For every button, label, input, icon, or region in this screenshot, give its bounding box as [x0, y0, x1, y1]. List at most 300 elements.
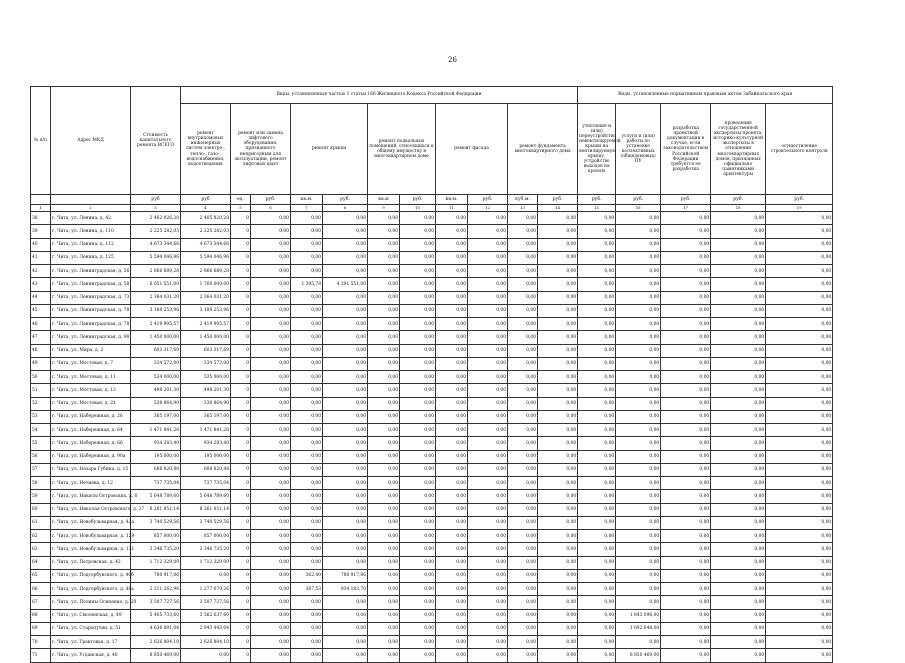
value-cell: 0,00 [766, 331, 833, 344]
value-cell: 0,00 [508, 397, 538, 410]
table-row [31, 503, 833, 516]
value-cell: 0,00 [508, 384, 538, 397]
value-cell: 0,00 [291, 212, 323, 225]
value-cell: 334 572,00 [181, 357, 231, 370]
value-cell: 2 419 905,57 [181, 318, 231, 331]
value-cell: 0,00 [508, 251, 538, 264]
unit-cell: руб. [468, 195, 508, 205]
unit-cell: руб. [766, 195, 833, 205]
unit-cell: руб. [323, 195, 368, 205]
value-cell: 0,00 [711, 251, 766, 264]
value-cell: 0,00 [323, 357, 368, 370]
value-cell: 0 [231, 609, 251, 622]
value-cell: 1 712 329,09 [131, 556, 181, 569]
value-cell: 0,00 [468, 251, 508, 264]
value-cell: 2 626 804,10 [131, 636, 181, 649]
value-cell: 0,00 [711, 437, 766, 450]
value-cell: 0,00 [436, 503, 468, 516]
value-cell: 0,00 [400, 304, 436, 317]
value-cell: 934 283,40 [181, 437, 231, 450]
value-cell: 0,00 [368, 251, 400, 264]
value-cell: 0,00 [766, 225, 833, 238]
row-number-cell: 62 [31, 530, 51, 543]
value-cell: 0,00 [436, 238, 468, 251]
value-cell: 3 346 735,20 [131, 543, 181, 556]
value-cell: 0,00 [291, 609, 323, 622]
value-cell: 0,00 [436, 596, 468, 609]
value-cell: 0 [231, 291, 251, 304]
unit-cell: руб. [661, 195, 711, 205]
value-cell: 0,00 [711, 344, 766, 357]
value-cell: 0,00 [251, 278, 291, 291]
value-cell: 0,00 [251, 397, 291, 410]
value-cell: 1 277 079,26 [181, 583, 231, 596]
value-cell: 0,00 [251, 291, 291, 304]
value-cell: 0,00 [323, 331, 368, 344]
value-cell: 0,00 [400, 410, 436, 423]
value-cell: 0,00 [291, 424, 323, 437]
value-cell: 0,00 [661, 384, 711, 397]
value-cell: 0,00 [368, 583, 400, 596]
value-cell: 0,00 [400, 424, 436, 437]
value-cell: 0,00 [251, 543, 291, 556]
value-cell: 0,00 [468, 238, 508, 251]
unit-cell: руб. [616, 195, 661, 205]
address-cell: г. Чита, ул. Полины Осипенко, д. 28 [51, 596, 131, 609]
value-cell: 0,00 [323, 424, 368, 437]
value-cell: 0,00 [538, 450, 578, 463]
value-cell: 0,00 [323, 397, 368, 410]
col-header-num: № п/п [31, 87, 51, 195]
value-cell: 0,00 [436, 543, 468, 556]
value-cell: 0,00 [400, 583, 436, 596]
value-cell: 0,00 [538, 291, 578, 304]
value-cell: 0,00 [661, 291, 711, 304]
value-cell: 0,00 [468, 410, 508, 423]
value-cell: 0,00 [291, 450, 323, 463]
value-cell: 0,00 [468, 371, 508, 384]
table-row [31, 569, 833, 582]
value-cell: 0,00 [251, 596, 291, 609]
value-cell: 0,00 [508, 225, 538, 238]
address-cell: г. Чита, ул. Мира, д. 2 [51, 344, 131, 357]
value-cell: 0,00 [578, 516, 616, 529]
value-cell: 0,00 [436, 357, 468, 370]
value-cell: 2 419 905,57 [131, 318, 181, 331]
table-row [31, 304, 833, 317]
row-number-cell: 39 [31, 225, 51, 238]
value-cell: 0,00 [251, 265, 291, 278]
value-cell: 0,00 [323, 450, 368, 463]
value-cell: 0,00 [400, 609, 436, 622]
value-cell: 0,00 [323, 238, 368, 251]
value-cell: 0,00 [616, 278, 661, 291]
value-cell: 0,00 [436, 212, 468, 225]
table-row [31, 397, 833, 410]
value-cell: 0,00 [400, 265, 436, 278]
value-cell: 0,00 [578, 596, 616, 609]
value-cell: 0,00 [508, 437, 538, 450]
value-cell: 2 462 026,28 [131, 212, 181, 225]
value-cell: 0,00 [400, 344, 436, 357]
value-cell: 0,00 [323, 622, 368, 635]
value-cell: 0,00 [368, 265, 400, 278]
value-cell: 0,00 [766, 344, 833, 357]
value-cell: 0,00 [323, 556, 368, 569]
value-cell: 0,00 [291, 490, 323, 503]
value-cell: 0,00 [766, 278, 833, 291]
value-cell: 0,00 [766, 556, 833, 569]
value-cell: 0,00 [251, 636, 291, 649]
value-cell: 0,00 [436, 609, 468, 622]
value-cell: 0,00 [468, 609, 508, 622]
value-cell: 0,00 [436, 344, 468, 357]
value-cell: 0,00 [616, 265, 661, 278]
value-cell: 0,00 [578, 371, 616, 384]
value-cell: 0,00 [711, 357, 766, 370]
value-cell: 0,00 [616, 318, 661, 331]
value-cell: 0,00 [436, 450, 468, 463]
value-cell: 0,00 [323, 344, 368, 357]
value-cell: 0,00 [616, 463, 661, 476]
value-cell: 0,00 [661, 636, 711, 649]
table-row [31, 357, 833, 370]
value-cell: 0,00 [436, 556, 468, 569]
value-cell: 0,00 [661, 490, 711, 503]
value-cell: 0,00 [400, 622, 436, 635]
address-cell: г. Чита, ул. Ленинградская, д. 78 [51, 304, 131, 317]
value-cell: 0,00 [661, 583, 711, 596]
colnum-cell: 14 [538, 205, 578, 212]
row-number-cell: 60 [31, 503, 51, 516]
value-cell: 0,00 [291, 344, 323, 357]
value-cell: 4 673 344,66 [131, 238, 181, 251]
value-cell: 0,00 [711, 212, 766, 225]
table-row [31, 212, 833, 225]
value-cell: 0 [231, 503, 251, 516]
value-cell: 0,00 [368, 397, 400, 410]
value-cell: 498 201,30 [131, 384, 181, 397]
value-cell: 0,00 [711, 596, 766, 609]
value-cell: 0,00 [578, 238, 616, 251]
value-cell: 0,00 [368, 450, 400, 463]
value-cell: 0,00 [578, 450, 616, 463]
value-cell: 0,00 [400, 384, 436, 397]
value-cell: 0,00 [578, 543, 616, 556]
value-cell: 0,00 [508, 543, 538, 556]
value-cell: 8 850 469,00 [616, 649, 661, 662]
value-cell: 0,00 [538, 384, 578, 397]
value-cell: 0,00 [251, 622, 291, 635]
value-cell: 0,00 [368, 384, 400, 397]
row-number-cell: 55 [31, 437, 51, 450]
value-cell: 0,00 [291, 437, 323, 450]
value-cell: 8 261 851,14 [131, 503, 181, 516]
table-row [31, 238, 833, 251]
value-cell: 0,00 [578, 291, 616, 304]
table-row [31, 516, 833, 529]
value-cell: 0,00 [711, 543, 766, 556]
value-cell: 0,00 [436, 463, 468, 476]
value-cell: 0,00 [766, 424, 833, 437]
value-cell: 0,00 [616, 556, 661, 569]
value-cell: 0 [231, 569, 251, 582]
capital-repair-table [30, 86, 833, 663]
value-cell: 1 712 329,09 [181, 556, 231, 569]
value-cell: 0 [231, 384, 251, 397]
value-cell: 1 843 096,00 [616, 609, 661, 622]
row-number-cell: 58 [31, 477, 51, 490]
value-cell: 334 572,00 [131, 357, 181, 370]
value-cell: 0,00 [368, 278, 400, 291]
value-cell: 0,00 [538, 636, 578, 649]
value-cell: 0,00 [538, 463, 578, 476]
row-number-cell: 59 [31, 490, 51, 503]
value-cell: 0,00 [661, 596, 711, 609]
value-cell: 0,00 [251, 530, 291, 543]
value-cell: 0,00 [291, 636, 323, 649]
address-cell: г. Чита, ул. Новобульварная, д. 42а [51, 516, 131, 529]
value-cell: 0,00 [766, 622, 833, 635]
value-cell: 0,00 [661, 225, 711, 238]
address-cell: г. Чита, ул. Смоленская, д. 49 [51, 609, 131, 622]
value-cell: 0,00 [538, 516, 578, 529]
value-cell: 0,00 [538, 212, 578, 225]
value-cell: 688 820,48 [131, 463, 181, 476]
value-cell: 0,00 [508, 331, 538, 344]
value-cell: 0 [231, 331, 251, 344]
value-cell: 0,00 [368, 636, 400, 649]
value-cell: 0,00 [436, 331, 468, 344]
value-cell: 0,00 [538, 424, 578, 437]
value-cell: 0,00 [323, 371, 368, 384]
colnum-cell: 13 [508, 205, 538, 212]
row-number-cell: 54 [31, 424, 51, 437]
address-cell: г. Чита, ул. Набережная, д. 26 [51, 410, 131, 423]
value-cell: 0,00 [538, 503, 578, 516]
address-cell: г. Чита, ул. Мостовая, д. 21 [51, 397, 131, 410]
value-cell: 0,00 [400, 278, 436, 291]
value-cell: 0,00 [468, 583, 508, 596]
value-cell: 2 211 262,96 [131, 583, 181, 596]
value-cell: 0,00 [400, 212, 436, 225]
value-cell: 0,00 [400, 251, 436, 264]
value-cell: 0,00 [436, 649, 468, 662]
row-number-cell: 61 [31, 516, 51, 529]
unit-cell: куб.м. [508, 195, 538, 205]
value-cell: 0,00 [251, 357, 291, 370]
value-cell: 0,00 [291, 238, 323, 251]
value-cell: 0,00 [508, 556, 538, 569]
value-cell: 0 [231, 622, 251, 635]
value-cell: 0,00 [291, 304, 323, 317]
value-cell: 0,00 [251, 225, 291, 238]
value-cell: 0,00 [400, 543, 436, 556]
value-cell: 0 [231, 556, 251, 569]
value-cell: 0,00 [251, 238, 291, 251]
value-cell: 0,00 [508, 278, 538, 291]
value-cell: 0,00 [468, 530, 508, 543]
value-cell: 0,00 [661, 450, 711, 463]
value-cell: 0,00 [661, 503, 711, 516]
unit-cell: кв.м. [291, 195, 323, 205]
value-cell: 0,00 [251, 516, 291, 529]
value-cell: 0,00 [251, 477, 291, 490]
value-cell: 0,00 [436, 318, 468, 331]
value-cell: 0,00 [291, 556, 323, 569]
value-cell: 0,00 [251, 609, 291, 622]
value-cell: 2 866 689,28 [181, 265, 231, 278]
value-cell: 0,00 [368, 318, 400, 331]
value-cell: 0,00 [251, 304, 291, 317]
value-cell: 0,00 [508, 530, 538, 543]
value-cell: 3 507 727,56 [131, 596, 181, 609]
value-cell: 0,00 [766, 238, 833, 251]
value-cell: 0,00 [251, 384, 291, 397]
row-number-cell: 44 [31, 291, 51, 304]
value-cell: 0,00 [400, 477, 436, 490]
value-cell: 0,00 [323, 649, 368, 662]
value-cell: 0,00 [400, 397, 436, 410]
address-cell: г. Чита, ул. Николая Островского, д. 27 [51, 503, 131, 516]
value-cell: 0,00 [368, 238, 400, 251]
value-cell: 0,00 [400, 437, 436, 450]
value-cell: 0,00 [538, 251, 578, 264]
row-number-cell: 66 [31, 583, 51, 596]
col-header-metering: услуги и (или) работы по установке коллективных (общедомовых) ПУ [616, 104, 661, 195]
value-cell: 367,53 [291, 583, 323, 596]
value-cell: 5 405 733,60 [131, 609, 181, 622]
value-cell: 0 [231, 410, 251, 423]
value-cell: 6 051 551,00 [131, 278, 181, 291]
value-cell: 0,00 [661, 371, 711, 384]
value-cell: 0,00 [578, 410, 616, 423]
value-cell: 0,00 [578, 636, 616, 649]
value-cell: 0,00 [436, 384, 468, 397]
table-row [31, 278, 833, 291]
value-cell: 0,00 [538, 609, 578, 622]
value-cell: 0,00 [436, 371, 468, 384]
address-cell: г. Чита, ул. Новобульварная, д. 129 [51, 530, 131, 543]
value-cell: 0,00 [616, 304, 661, 317]
value-cell: 0,00 [468, 225, 508, 238]
value-cell: 0,00 [468, 503, 508, 516]
value-cell: 0,00 [616, 410, 661, 423]
value-cell: 0,00 [578, 530, 616, 543]
value-cell: 0,00 [711, 477, 766, 490]
value-cell: 0 [231, 636, 251, 649]
value-cell: 538 864,90 [131, 397, 181, 410]
value-cell: 0,00 [400, 516, 436, 529]
value-cell: 0,00 [368, 596, 400, 609]
value-cell: 0,00 [323, 477, 368, 490]
value-cell: 0 [231, 397, 251, 410]
unit-cell: руб. [400, 195, 436, 205]
value-cell: 0,00 [661, 463, 711, 476]
value-cell: 934 283,40 [131, 437, 181, 450]
address-cell: г. Чита, ул. Ленина, д. 110 [51, 225, 131, 238]
value-cell: 0,00 [291, 503, 323, 516]
value-cell: 0,00 [368, 530, 400, 543]
value-cell: 0 [231, 583, 251, 596]
unit-cell: руб [131, 195, 181, 205]
value-cell: 0,00 [578, 384, 616, 397]
value-cell: 0,00 [436, 225, 468, 238]
colnum-cell: 11 [436, 205, 468, 212]
row-number-cell: 71 [31, 649, 51, 662]
value-cell: 0,00 [323, 503, 368, 516]
value-cell: 0,00 [616, 450, 661, 463]
address-cell: г. Чита, ул. Набережная, д. 66 [51, 437, 131, 450]
address-cell: г. Чита, ул. Набережная, д. 64 [51, 424, 131, 437]
value-cell: 0,00 [538, 304, 578, 317]
value-cell: 0,00 [578, 437, 616, 450]
value-cell: 0,00 [400, 238, 436, 251]
value-cell: 0,00 [578, 424, 616, 437]
value-cell: 0,00 [766, 649, 833, 662]
value-cell: 0,00 [291, 596, 323, 609]
value-cell: 0,00 [436, 278, 468, 291]
value-cell: 0,00 [468, 450, 508, 463]
value-cell: 0,00 [468, 318, 508, 331]
col-header-heritage: проведение государственной экспертизы проекта, историко-культурной экспертизы в отношении многоквартирных домов, признанных официально памятниками архитектуры [711, 104, 766, 195]
value-cell: 0,00 [661, 410, 711, 423]
value-cell: 0,00 [766, 410, 833, 423]
value-cell: 0,00 [251, 503, 291, 516]
value-cell: 0,00 [251, 251, 291, 264]
value-cell: 0,00 [711, 503, 766, 516]
value-cell: 0,00 [711, 291, 766, 304]
value-cell: 0 [231, 490, 251, 503]
table-row [31, 225, 833, 238]
value-cell: 3 188 253,96 [131, 304, 181, 317]
table-row [31, 583, 833, 596]
value-cell: 0,00 [508, 477, 538, 490]
value-cell: 0,00 [181, 569, 231, 582]
value-cell: 0,00 [711, 609, 766, 622]
value-cell: 0,00 [766, 291, 833, 304]
address-cell: г. Чита, ул. Мостовая, д. 7 [51, 357, 131, 370]
colnum-cell: 7 [291, 205, 323, 212]
value-cell: 0 [231, 463, 251, 476]
value-cell: 0,00 [251, 318, 291, 331]
row-number-cell: 63 [31, 543, 51, 556]
value-cell: 0,00 [578, 251, 616, 264]
value-cell: 0,00 [468, 649, 508, 662]
value-cell: 0,00 [616, 569, 661, 582]
value-cell: 0,00 [251, 331, 291, 344]
value-cell: 0,00 [578, 318, 616, 331]
col-header-address: Адрес МКД [51, 87, 131, 195]
address-cell: г. Чита, ул. Назара Губина, д. 15 [51, 463, 131, 476]
address-cell: г. Чита, ул. Ленинградская, д. 98 [51, 331, 131, 344]
value-cell: 603 317,69 [131, 344, 181, 357]
value-cell: 0,00 [616, 397, 661, 410]
value-cell: 0,00 [766, 450, 833, 463]
table-row [31, 331, 833, 344]
value-cell: 0,00 [766, 609, 833, 622]
table-row [31, 384, 833, 397]
value-cell: 0,00 [251, 371, 291, 384]
value-cell: 0,00 [616, 212, 661, 225]
value-cell: 0,00 [323, 596, 368, 609]
value-cell: 0,00 [711, 516, 766, 529]
value-cell: 0,00 [661, 437, 711, 450]
value-cell: 0,00 [400, 596, 436, 609]
address-cell: г. Чита, ул. Мостовая, д. 11 [51, 371, 131, 384]
value-cell: 0,00 [661, 530, 711, 543]
value-cell: 0,00 [368, 477, 400, 490]
